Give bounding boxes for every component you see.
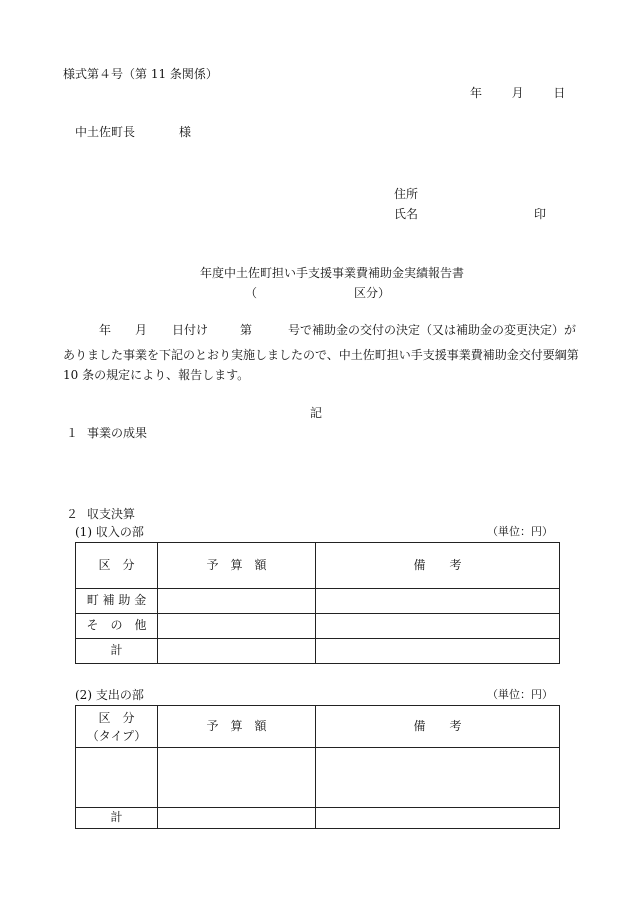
addressee-name: 中土佐町長	[75, 125, 136, 139]
body-line-1-rest: 号で補助金の交付の決定（又は補助金の変更決定）が	[288, 323, 577, 337]
body-line-2: ありました事業を下記のとおり実施しましたので、中土佐町担い手支援事業費補助金交付要綱第	[63, 348, 579, 362]
addressee-honorific: 様	[179, 125, 192, 139]
expense-header-row	[76, 706, 560, 748]
name-label: 氏名	[394, 207, 419, 221]
income-header-budget: 予 算 額	[158, 543, 316, 589]
income-total-remarks-cell	[316, 639, 560, 664]
date-line	[470, 86, 565, 102]
income-total-row	[76, 639, 560, 664]
expense-heading: (2) 支出の部	[75, 688, 144, 702]
expense-row-remarks-cell	[316, 748, 560, 808]
section1-number: １	[66, 426, 79, 440]
section2-label: 収支決算	[87, 507, 136, 521]
date-year: 年	[470, 86, 483, 100]
income-header-row	[76, 543, 560, 589]
income-header-remarks: 備 考	[316, 543, 560, 589]
expense-row	[76, 748, 560, 808]
subtitle-open: （	[245, 286, 258, 300]
body-line-1-month: 月	[135, 323, 148, 337]
income-row-remarks-cell	[316, 589, 560, 614]
expense-header-remarks: 備 考	[316, 706, 560, 748]
subtitle-close: 区分）	[354, 286, 391, 300]
expense-header-budget: 予 算 額	[158, 706, 316, 748]
income-row-remarks-cell	[316, 614, 560, 639]
income-heading: (1) 収入の部	[75, 525, 144, 539]
form-number: 様式第４号（第 11 条関係）	[63, 67, 218, 81]
expense-header-category	[76, 706, 158, 748]
body-line-3: 10 条の規定により、報告します。	[63, 368, 250, 382]
body-line-1-year: 年	[99, 323, 112, 337]
seal-mark: 印	[534, 207, 547, 221]
document-title: 年度中土佐町担い手支援事業費補助金実績報告書	[200, 266, 465, 280]
expense-table	[75, 705, 560, 829]
expense-total-remarks-cell	[316, 808, 560, 829]
income-total-label: 計	[76, 639, 158, 664]
expense-unit: （単位：円）	[487, 688, 553, 701]
income-total-budget-cell	[158, 639, 316, 664]
expense-header-category-label: 区 分	[98, 710, 135, 725]
income-table	[75, 542, 560, 664]
expense-row-label	[76, 748, 158, 808]
section2-number: ２	[66, 507, 79, 521]
section1-label: 事業の成果	[87, 426, 148, 440]
income-row-label: 町 補 助 金	[76, 589, 158, 614]
address-label: 住所	[394, 187, 419, 201]
body-line-1-number: 第	[240, 323, 253, 337]
expense-row-budget-cell	[158, 748, 316, 808]
income-row	[76, 589, 560, 614]
ki-mark: 記	[310, 406, 323, 420]
income-header-category: 区 分	[76, 543, 158, 589]
income-row-budget-cell	[158, 614, 316, 639]
expense-total-budget-cell	[158, 808, 316, 829]
income-unit: （単位：円）	[487, 525, 553, 538]
expense-total-row	[76, 808, 560, 829]
date-month: 月	[511, 86, 524, 100]
income-row-budget-cell	[158, 589, 316, 614]
date-day: 日	[553, 86, 566, 100]
income-row-label: そ の 他	[76, 614, 158, 639]
income-row	[76, 614, 560, 639]
expense-total-label: 計	[76, 808, 158, 829]
body-line-1-day: 日付け	[172, 323, 209, 337]
expense-header-category-sub: （タイプ）	[86, 728, 147, 743]
